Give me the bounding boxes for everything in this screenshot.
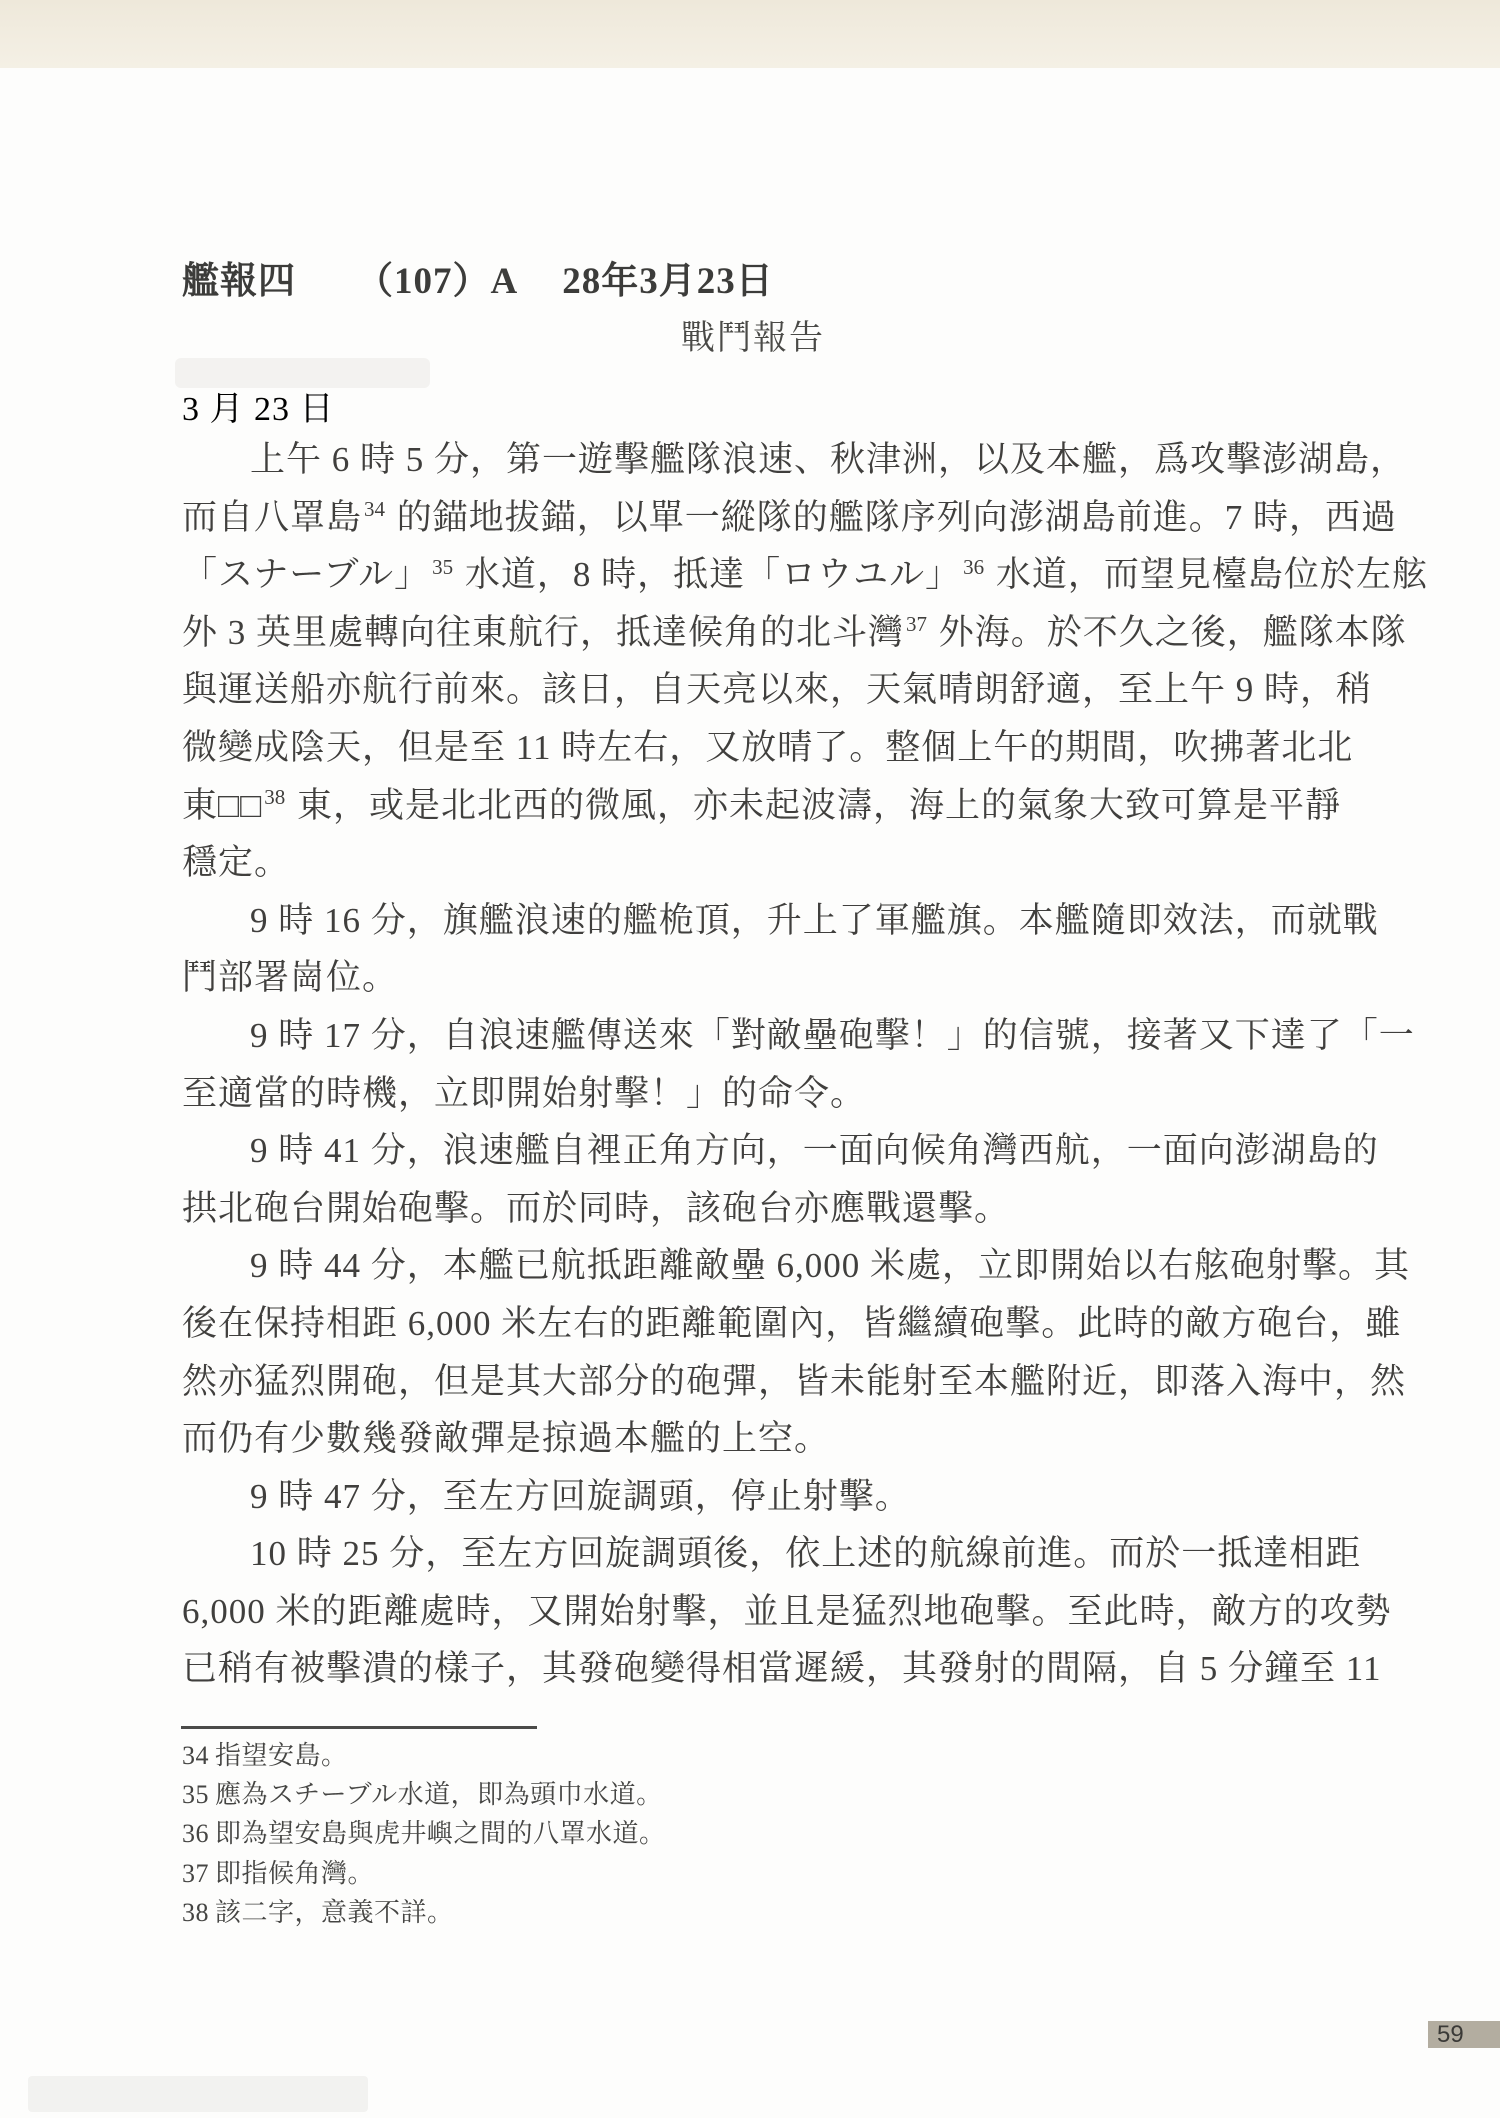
text-line: 與運送船亦航行前來。該日，自天亮以來，天氣晴朗舒適，至上午 9 時，稍 <box>182 670 1373 710</box>
doc-code: 艦報四 <box>182 261 296 302</box>
text-line: 然亦猛烈開砲，但是其大部分的砲彈，皆未能射至本艦附近，即落入海中，然 <box>182 1361 1407 1401</box>
footnote-number: 35 <box>182 1780 209 1810</box>
footnote-number: 34 <box>182 1741 209 1770</box>
footnote <box>182 1893 666 1932</box>
text-line: 外 3 英里處轉向往東航行，抵達候角的北斗灣$^{37}$ 外海。於不久之後，艦隊本隊 <box>182 612 1407 652</box>
text-line: 9 時 44 分，本艦已航抵距離敵壘 6,000 米處，立即開始以右舷砲射擊。其 <box>250 1246 1411 1286</box>
footnote-text: 指望安島。 <box>215 1741 348 1770</box>
text-line: 而仍有少數幾發敵彈是掠過本艦的上空。 <box>182 1419 831 1459</box>
footnote-text: 即指候角灣。 <box>215 1858 375 1888</box>
scan-top-band <box>0 0 1500 68</box>
text-line: 穩定。 <box>182 843 291 883</box>
text-line: 9 時 17 分，自浪速艦傳送來「對敵壘砲擊！」的信號，接著又下達了「一 <box>250 1015 1415 1055</box>
footnote-number: 36 <box>182 1819 209 1849</box>
doc-header <box>182 260 774 304</box>
footnote-marker: 35 <box>432 554 454 579</box>
text-line: 6,000 米的距離處時，又開始射擊，並且是猛烈地砲擊。至此時，敵方的攻勢 <box>182 1591 1392 1631</box>
footnote-number: 37 <box>182 1858 209 1888</box>
text-line: 而自八罩島$^{34}$ 的錨地拔錨，以單一縱隊的艦隊序列向澎湖島前進。7 時，西過 <box>182 496 1398 537</box>
text-line: 上午 6 時 5 分，第一遊擊艦隊浪速、秋津洲，以及本艦，爲攻擊澎湖島， <box>250 440 1407 479</box>
text-line: 後在保持相距 6,000 米左右的距離範圍內，皆繼續砲擊。此時的敵方砲台，雖 <box>182 1303 1402 1343</box>
date-heading: 3 月 23 日 <box>182 391 335 428</box>
scan-artifact <box>28 2076 368 2112</box>
footnote-separator <box>181 1726 537 1729</box>
footnote-marker: 36 <box>963 554 985 579</box>
footnote-text: 該二字，意義不詳。 <box>215 1897 454 1927</box>
text-line: 9 時 41 分，浪速艦自裡正角方向，一面向候角灣西航，一面向澎湖島的 <box>250 1131 1379 1171</box>
text-line: 微變成陰天，但是至 11 時左右，又放晴了。整個上午的期間，吹拂著北北 <box>182 727 1354 767</box>
text-line: 東□□$^{38}$ 東，或是北北西的微風，亦未起波濤，海上的氣象大致可算是平靜 <box>182 784 1342 825</box>
text-line: 9 時 16 分，旗艦浪速的艦桅頂，升上了軍艦旗。本艦隨即效法，而就戰 <box>250 900 1379 940</box>
footnote <box>182 1854 666 1893</box>
body-text <box>182 431 1428 1698</box>
footnote <box>182 1775 666 1814</box>
footnote-marker: 38 <box>264 784 286 809</box>
text-line: 9 時 47 分，至左方回旋調頭，停止射擊。 <box>250 1476 911 1516</box>
report-title: 戰鬥報告 <box>681 320 825 357</box>
doc-date: 28年3月23日 <box>562 261 774 302</box>
page-number-band <box>1428 2021 1500 2048</box>
footnote-marker: 37 <box>906 612 928 637</box>
text-line: 已稍有被擊潰的樣子，其發砲變得相當遲緩，其發射的間隔，自 5 分鐘至 11 <box>182 1649 1382 1689</box>
footnote-number: 38 <box>182 1897 209 1927</box>
doc-ref: （107）A <box>356 261 519 302</box>
text-line: 至適當的時機，立即開始射擊！」的命令。 <box>182 1073 867 1113</box>
text-line: 拱北砲台開始砲擊。而於同時，該砲台亦應戰還擊。 <box>182 1188 1011 1228</box>
text-line: 10 時 25 分，至左方回旋調頭後，依上述的航線前進。而於一抵達相距 <box>250 1534 1362 1574</box>
page-number: 59 <box>1437 2021 1464 2048</box>
footnote <box>182 1736 666 1775</box>
footnote <box>182 1814 666 1853</box>
text-line: 「スナーブル」$^{35}$ 水道，8 時，抵達「ロウユル」$^{36}$ 水道，而望見檯島位於左舷 <box>182 554 1428 595</box>
text-line: 鬥部署崗位。 <box>182 958 399 998</box>
footnotes <box>182 1736 666 1932</box>
footnote-text: 即為望安島與虎井嶼之間的八罩水道。 <box>215 1819 666 1849</box>
footnote-marker: 34 <box>364 496 386 521</box>
footnote-text: 應為スチーブル水道，即為頭巾水道。 <box>215 1780 663 1810</box>
